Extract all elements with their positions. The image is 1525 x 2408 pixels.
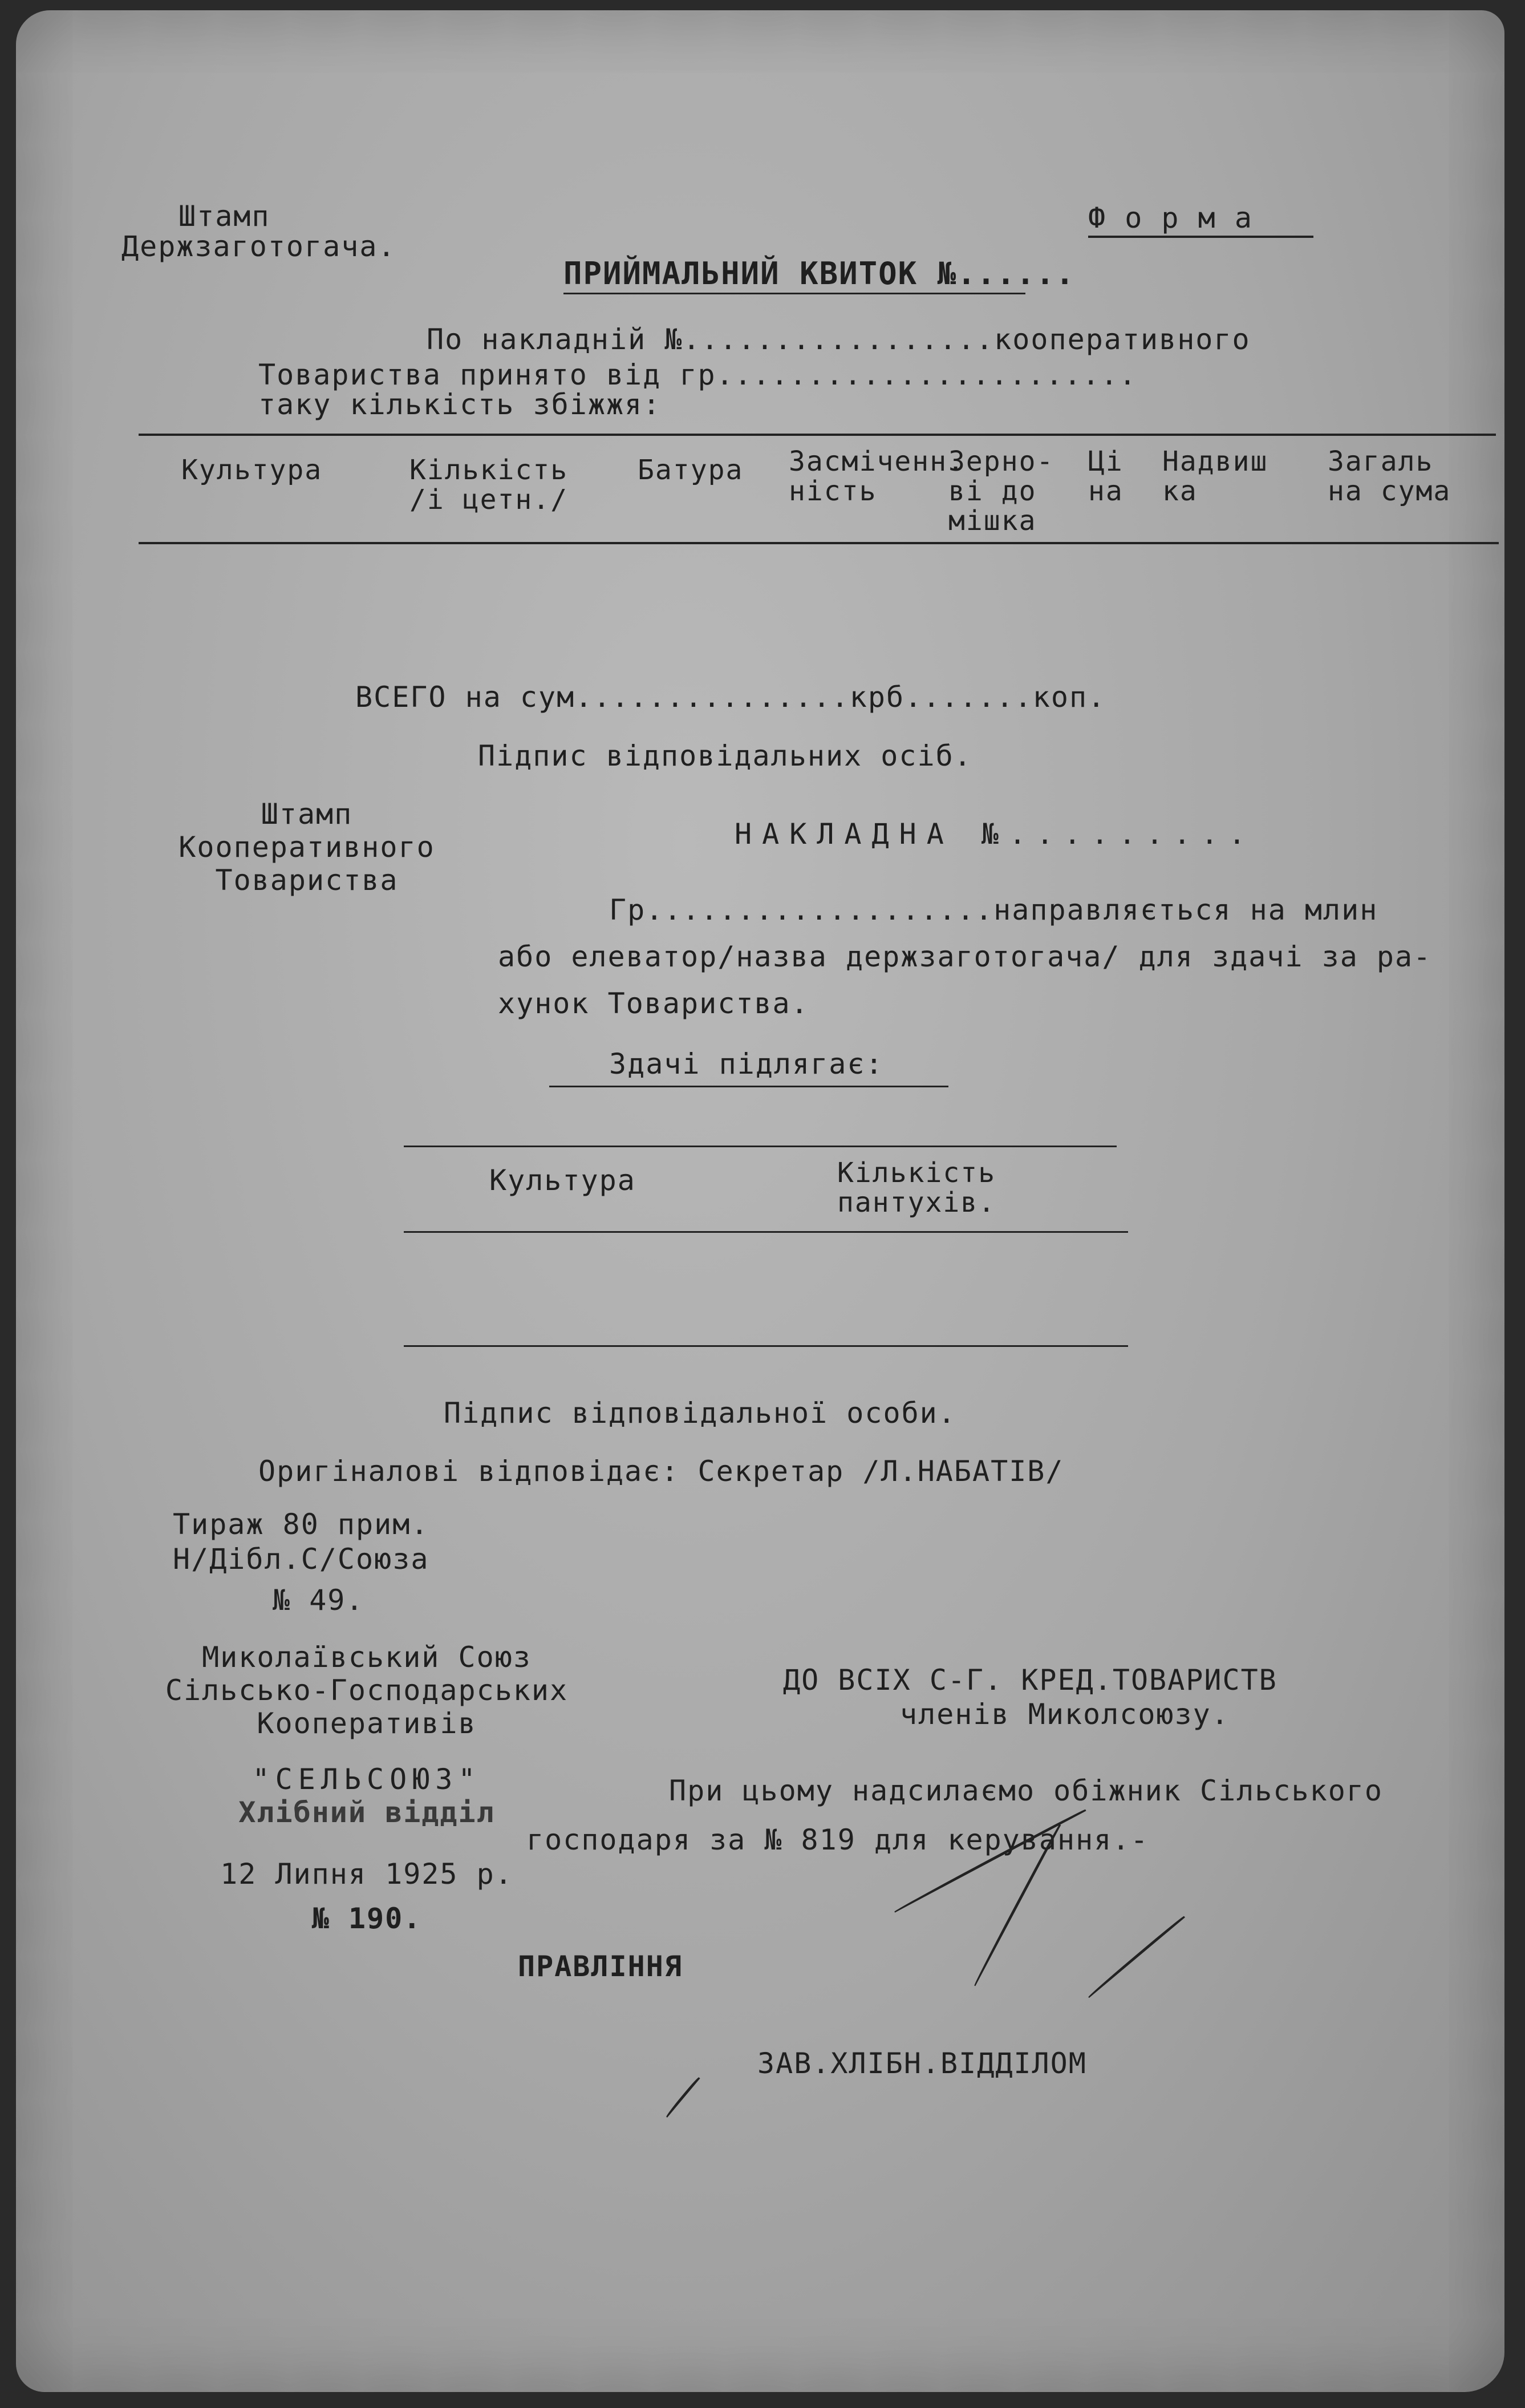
waybill-col-culture: Культура (489, 1164, 636, 1197)
signatures-line: Підпис відповідальних осіб. (478, 739, 972, 772)
waybill-subject: Здачі підлягає: (609, 1047, 884, 1080)
body-line2: господаря за № 819 для керування.- (526, 1823, 1149, 1856)
th-batura: Батура (638, 454, 744, 486)
waybill-table-bottom (404, 1345, 1128, 1347)
th-surplus: Надвиш ка (1162, 446, 1268, 507)
form-label: Ф о р м а (1088, 201, 1253, 234)
sender-block: Миколаївський Союз Сільсько-Господарських Кооперативів "СЕЛЬСОЮЗ" Хлібний відділ 12 Липня 1925 р. № 190. (165, 1641, 569, 1935)
subject-underline (549, 1086, 948, 1087)
th-price: Ці на (1088, 446, 1124, 507)
addressee-line2: членів Миколсоюзу. (900, 1698, 1230, 1731)
waybill-text2: або елеватор/назва держзаготогача/ для здачі за ра- (498, 940, 1432, 973)
receipt-line2: Товариства принято від гр....................... (258, 358, 1137, 391)
stamp-coop: Штамп Кооперативного Товариства (179, 798, 435, 897)
table-bottom-rule (139, 542, 1499, 544)
th-total: Загаль на сума (1328, 446, 1451, 507)
board-label: ПРАВЛІННЯ (518, 1950, 683, 1983)
print-info-line1: Тираж 80 прим. (173, 1508, 429, 1541)
waybill-text1: Гр...................направляється на млин (609, 893, 1378, 926)
total-sum-line: ВСЕГО на сум...............крб.......коп. (355, 681, 1106, 714)
head-signature: ЗАВ.ХЛІБН.ВІДДІЛОМ (757, 2047, 1087, 2080)
waybill-text3: хунок Товариства. (498, 987, 809, 1020)
th-grain: Зерно- ві до мішка (948, 446, 1054, 537)
waybill-table-top (404, 1146, 1117, 1147)
waybill-title: НАКЛАДНА №......... (735, 817, 1256, 851)
body-line1: При цьому надсилаємо обіжник Сільського (669, 1774, 1383, 1807)
stamp-top-line2: Держзаготогача. (121, 230, 396, 263)
certification-line: Оригіналові відповідає: Секретар /Л.НАБАТІВ/ (258, 1455, 1064, 1488)
receipt-title: ПРИЙМАЛЬНИЙ КВИТОК №...... (563, 256, 1076, 292)
table-top-rule (139, 434, 1496, 436)
title-underline (563, 293, 1025, 294)
receipt-line1: По накладній №.................кооперативного (427, 323, 1251, 356)
waybill-col-quantity: Кількість пантухів. (837, 1157, 996, 1219)
waybill-signature: Підпис відповідальної особи. (444, 1397, 956, 1430)
th-contamination: Засміченн. ність (789, 446, 965, 507)
receipt-line3: таку кількість збіжжя: (258, 388, 662, 421)
print-info-line2: Н/Дібл.С/Союза (173, 1543, 429, 1576)
th-culture: Культура (181, 454, 323, 486)
waybill-table-mid (404, 1231, 1128, 1233)
handwritten-signature-stroke4 (665, 2077, 700, 2118)
print-info-line3: № 49. (273, 1584, 364, 1617)
addressee-line1: ДО ВСІХ С-Г. КРЕД.ТОВАРИСТВ (783, 1664, 1277, 1697)
document-sheet (16, 10, 1504, 2392)
handwritten-signature-stroke3 (1087, 1915, 1185, 1998)
stamp-top-line1: Штамп (179, 200, 270, 233)
form-underline (1088, 236, 1313, 238)
th-quantity: Кількість /і цетн./ (409, 454, 569, 516)
